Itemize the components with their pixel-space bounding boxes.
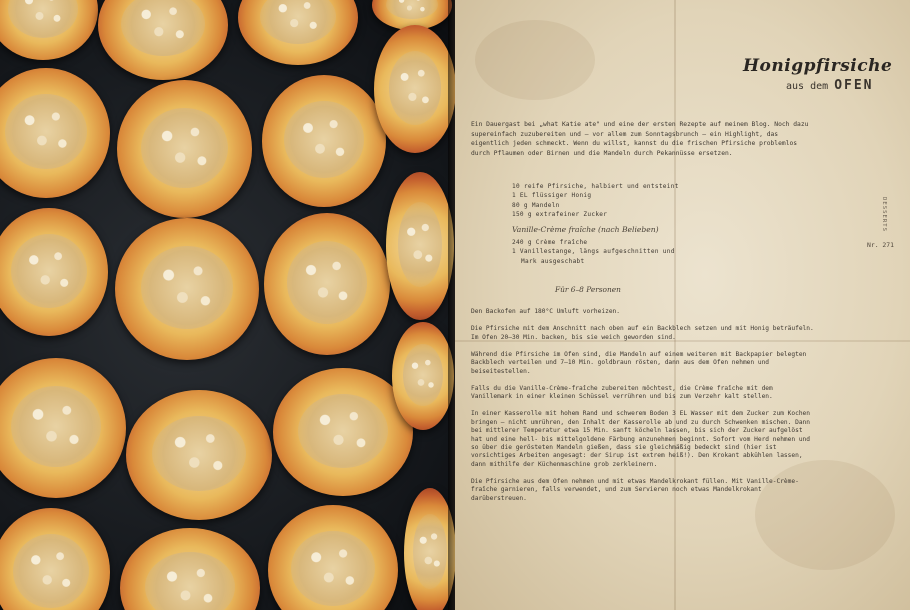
method-step: Den Backofen auf 180°C Umluft vorheizen.: [471, 308, 621, 315]
peach-half: [262, 75, 386, 207]
ingredient-item: 240 g Crème fraîche: [512, 239, 588, 246]
peach-half: [268, 505, 398, 610]
peach-half: [0, 68, 110, 198]
peach-half: [264, 213, 390, 355]
peach-half: [120, 528, 260, 610]
paper-stain: [475, 20, 595, 100]
recipe-title: Honigpfirsiche: [743, 56, 893, 76]
subrecipe-ingredient-list: [512, 238, 675, 266]
peach-half: [374, 25, 455, 153]
peach-half: [0, 0, 98, 60]
recipe-subtitle: [786, 78, 874, 93]
peach-half: [117, 80, 252, 218]
ingredient-item: 1 Vanillestange, längs aufgeschnitten und: [512, 248, 675, 256]
peach-half: [0, 208, 108, 336]
method-steps: [471, 308, 816, 512]
recipe-page: [455, 0, 910, 610]
ingredient-list: [512, 182, 679, 220]
peach-half: [392, 322, 454, 430]
ingredient-item: 150 g extrafeiner Zucker: [512, 211, 608, 219]
recipe-subtitle-word: OFEN: [834, 78, 874, 93]
method-step: Die Pfirsiche aus dem Ofen nehmen und mit etwas Mandelkrokant füllen. Mit Vanille-Crème-fraîche garnieren, falls verwendet, und zum Servieren noch etwas Mandelkrokant darüberstreuen.: [471, 478, 799, 502]
peach-half: [386, 172, 454, 320]
paper-fold-vertical: [674, 0, 676, 610]
servings-note: Für 6–8 Personen: [555, 285, 621, 294]
ingredient-item: Mark ausgeschabt: [521, 257, 585, 265]
category-label: DESSERTS: [881, 197, 887, 232]
method-step: Falls du die Vanille-Crème-fraîche zubereiten möchtest, die Crème fraîche mit dem Vanillemark in einer kleinen Schüssel verrühren und bis zum Verzehr kalt stellen.: [471, 384, 773, 401]
peach-half: [0, 508, 110, 610]
peach-half: [115, 218, 259, 360]
peach-half: [238, 0, 358, 65]
recipe-subtitle-prefix: aus dem: [786, 81, 829, 92]
recipe-intro: Ein Dauergast bei „what Katie ate" und eine der ersten Rezepte auf meinem Blog. Noch dazu supereinfach zuzubereiten und – vor allem zum Sonntagsbrunch – ein Highlight, das eigentlich jeden schmeckt. Wenn du willst, kannst du die frischen Pfirsiche problemlos durch Pflaumen oder Birnen und die Mandeln durch Pekannüsse ersetzen.: [471, 121, 809, 157]
ingredient-item: 80 g Mandeln: [512, 201, 560, 209]
ingredient-item: 10 reife Pfirsiche, halbiert und entsteint: [512, 183, 679, 190]
peach-half: [126, 390, 272, 520]
subrecipe-title: Vanille-Crème fraîche (nach Belieben): [512, 225, 659, 234]
method-step: Die Pfirsiche mit dem Anschnitt nach oben auf ein Backblech setzen und mit Honig beträufeln. Im Ofen 20–30 Min. backen, bis sie weich geworden sind.: [471, 325, 814, 341]
peach-half: [98, 0, 228, 80]
ingredient-item: 1 EL flüssiger Honig: [512, 192, 592, 200]
method-step: In einer Kasserolle mit hohem Rand und schwerem Boden 3 EL Wasser mit dem Zucker zum Kochen bringen – nicht umrühren, den Inhalt der Kasserolle ab und zu durch Schwenken mischen. Dann bei mittlerer Temperatur etwa 15 Min. sanft köcheln lassen, bis sich der Zucker aufgelöst hat und eine hell- bis mittelgoldene Färbung anzunehmen beginnt. Sofort vom Herd nehmen und so über die gerösteten Mandeln gießen, dass sie gleichmäßig bedeckt sind (hier ist vorsichtiges Arbeiten angesagt: der Sirup ist extrem heiß!). Den Krokant abkühlen lassen, dann mithilfe der Küchenmaschine grob zerkleinern.: [471, 410, 810, 468]
method-step: Während die Pfirsiche im Ofen sind, die Mandeln auf einem weiteren mit Backpapier belegten Backblech verteilen und 7–10 Min. goldbraun rösten, dann aus dem Ofen nehmen und beiseitestellen.: [471, 350, 807, 375]
peach-half: [0, 358, 126, 498]
recipe-number: Nr. 271: [867, 241, 894, 249]
